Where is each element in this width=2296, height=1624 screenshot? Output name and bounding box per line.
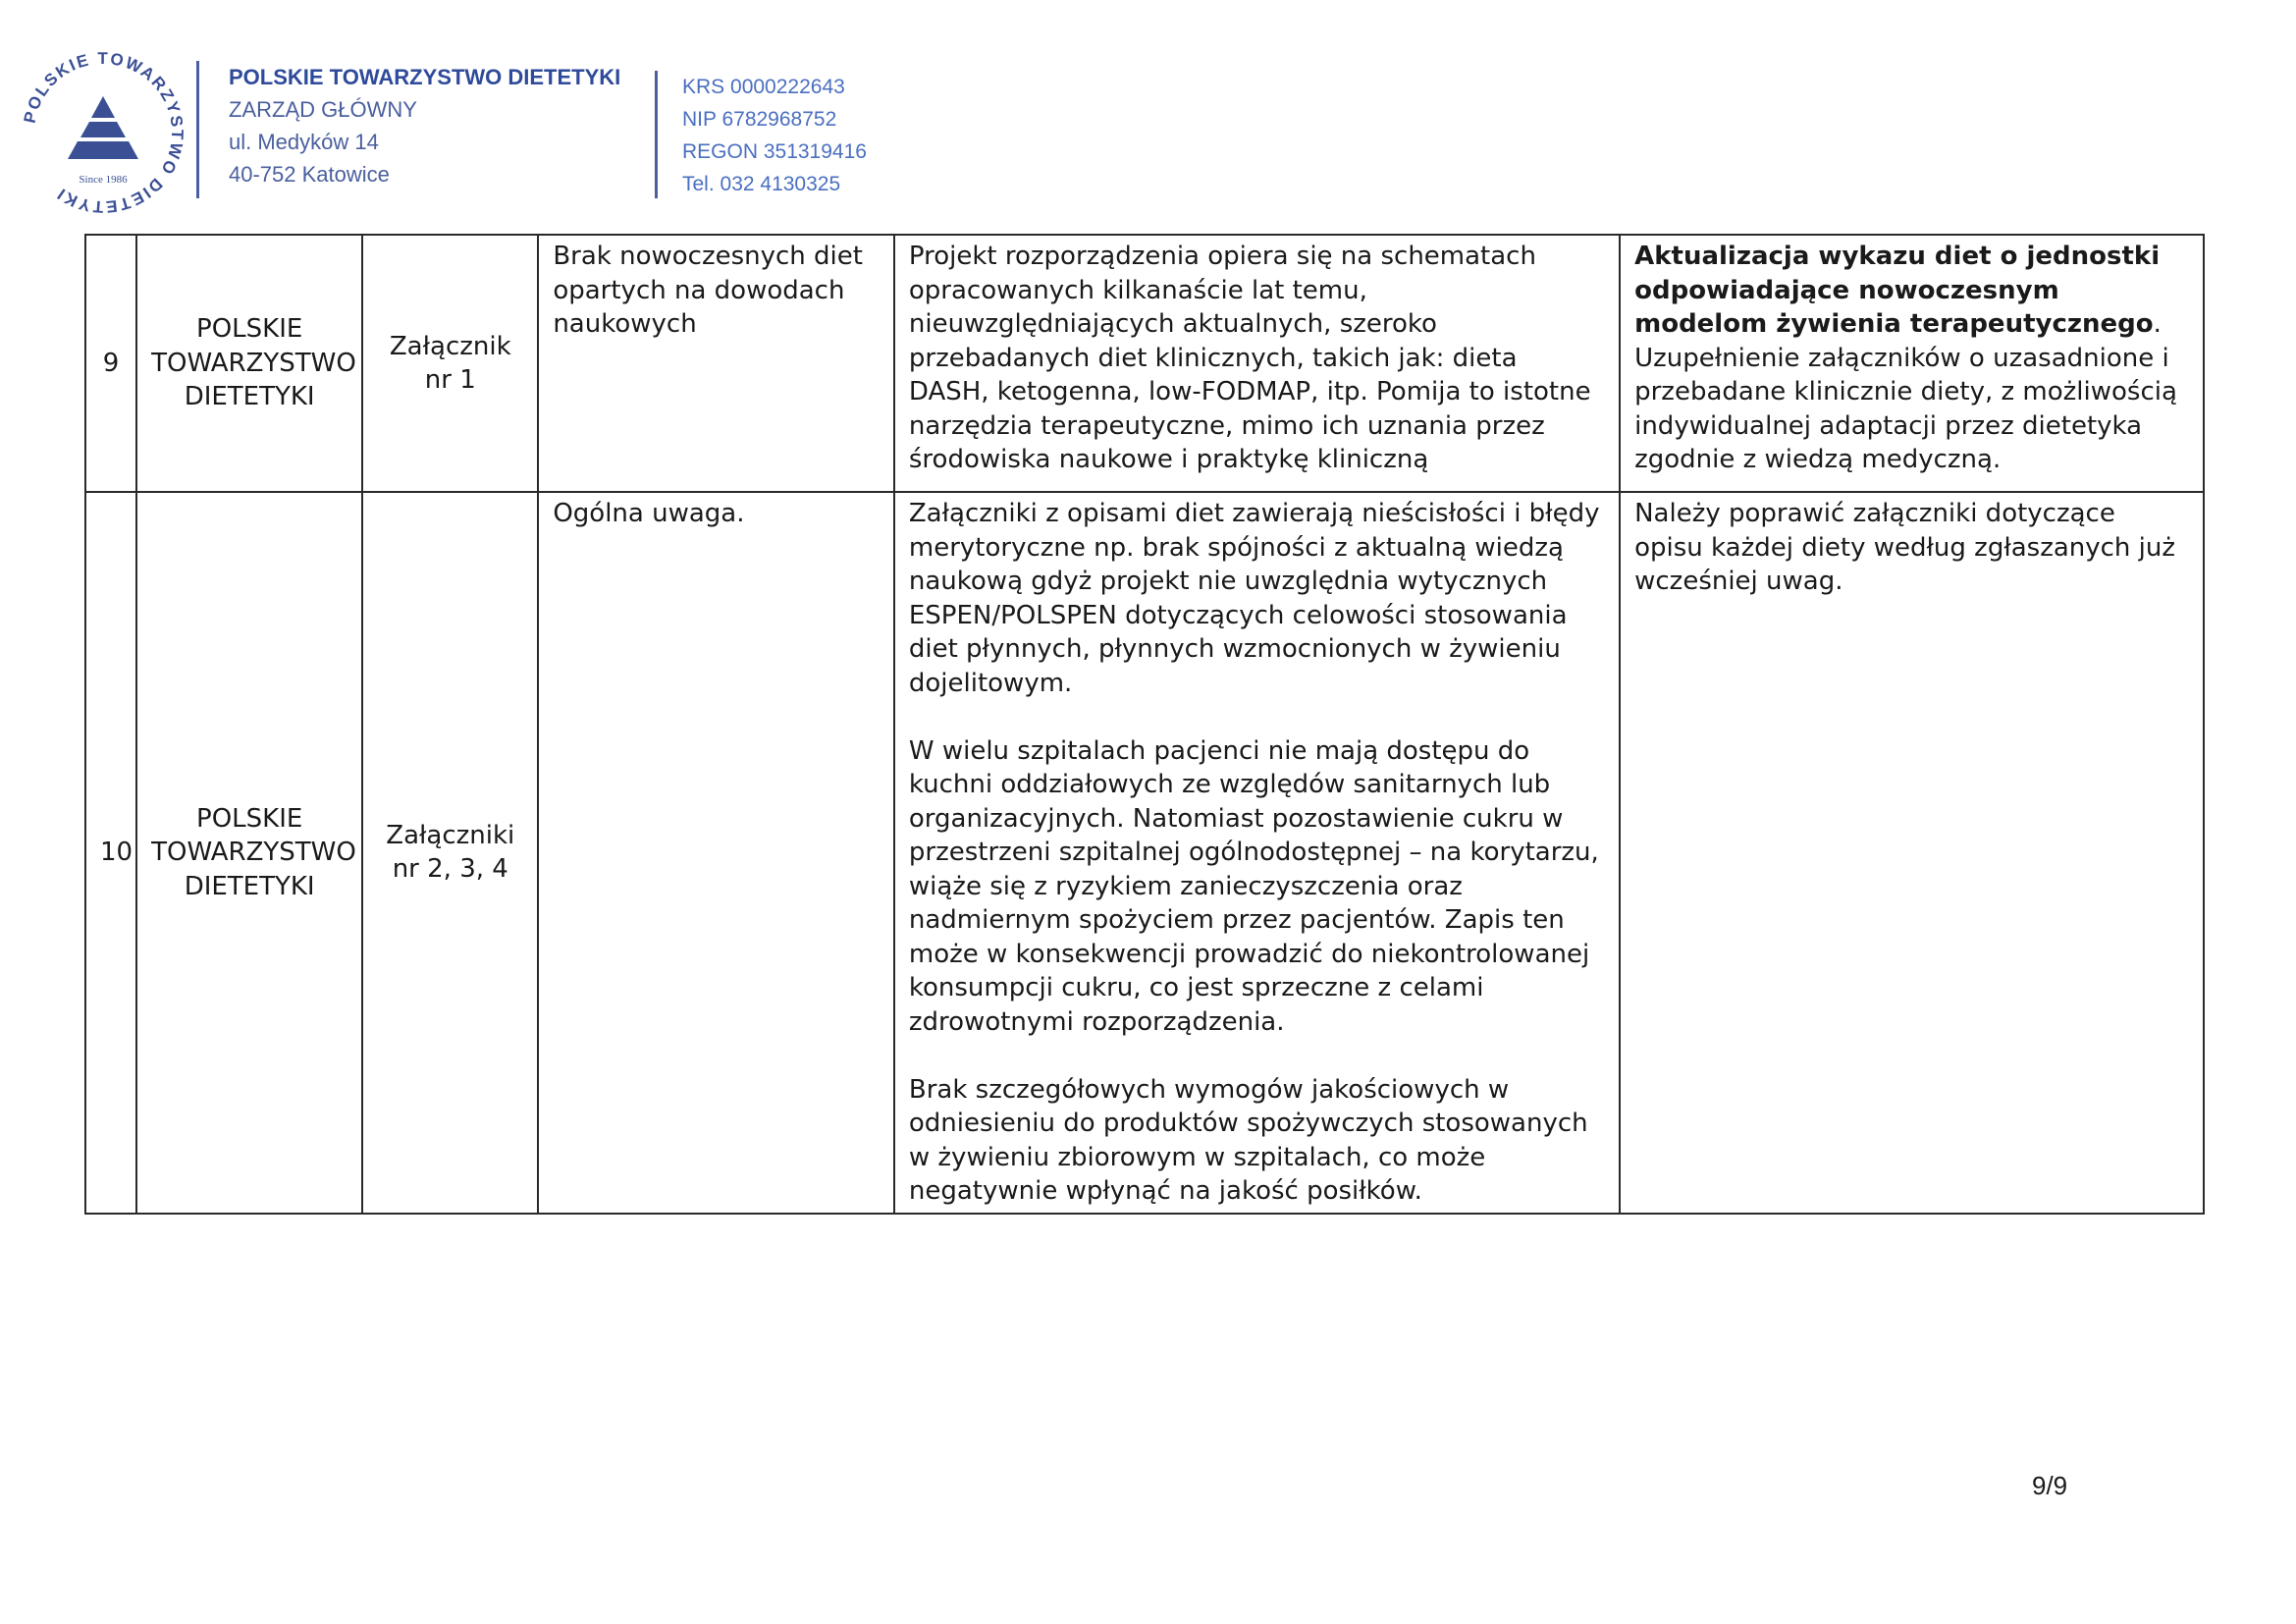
justification-paragraph: Załączniki z opisami diet zawierają nieścisłości i błędy merytoryczne np. brak spójności z aktualną wiedzą naukową gdyż projekt nie uwzględnia wytycznych ESPEN/POLSPEN dotyczących celowości stosowania diet płynnych, płynnych wzmocnionych w żywieniu dojelitowym. — [908, 499, 1600, 698]
row-attachment: Załączniki nr 2, 3, 4 — [362, 492, 538, 1214]
row-issue: Brak nowoczesnych diet opartych na dowodach naukowych — [538, 235, 894, 492]
row-proposal — [1620, 235, 2204, 492]
proposal-text: . Uzupełnienie załączników o uzasadnione i przebadane klinicznie diety, z możliwością indywidualnej adaptacji przez dietetyka zgodnie z wiedzą medyczną. — [1634, 309, 2177, 474]
justification-paragraph: Brak szczegółowych wymogów jakościowych w odniesieniu do produktów spożywczych stosowanych w żywieniu zbiorowym w szpitalach, co może negatywnie wpłynąć na jakość posiłków. — [908, 1074, 1588, 1206]
row-attachment: Załącznik nr 1 — [362, 235, 538, 492]
registration-info — [655, 71, 867, 198]
row-proposal: Należy poprawić załączniki dotyczące opisu każdej diety według zgłaszanych już wcześniej uwag. — [1620, 492, 2204, 1214]
row-number: 10 — [85, 492, 136, 1214]
svg-text:Since 1986: Since 1986 — [79, 174, 128, 186]
table-row — [85, 492, 2204, 1214]
organization-address — [196, 61, 620, 198]
city-address: 40-752 Katowice — [229, 162, 390, 187]
row-organization: POLSKIE TOWARZYSTWO DIETETYKI — [136, 492, 362, 1214]
phone-number: Tel. 032 4130325 — [682, 173, 841, 195]
proposal-bold-text: Aktualizacja wykazu diet o jednostki odpowiadające nowoczesnym modelom żywienia terapeutycznego — [1634, 242, 2161, 339]
comments-table — [84, 234, 2205, 1215]
board-label: ZARZĄD GŁÓWNY — [229, 97, 417, 122]
row-issue: Ogólna uwaga. — [538, 492, 894, 1214]
page-number: 9/9 — [2032, 1471, 2068, 1500]
table-row — [85, 235, 2204, 492]
row-justification — [894, 492, 1620, 1214]
organization-name: POLSKIE TOWARZYSTWO DIETETYKI — [229, 65, 621, 89]
justification-paragraph: W wielu szpitalach pacjenci nie mają dostępu do kuchni oddziałowych ze względów sanitarnych lub organizacyjnych. Natomiast pozostawienie cukru w przestrzeni szpitalnej ogólnodostępnej – na korytarzu, wiąże się z ryzykiem zanieczyszczenia oraz nadmiernym spożyciem przez pacjentów. Zapis ten może w konsekwencji prowadzić do niekontrolowanej konsumpcji cukru, co jest sprzeczne z celami zdrowotnymi rozporządzenia. — [908, 735, 1599, 1037]
row-organization: POLSKIE TOWARZYSTWO DIETETYKI — [136, 235, 362, 492]
organization-logo — [20, 49, 187, 216]
nip-number: NIP 6782968752 — [682, 108, 837, 131]
row-number: 9 — [85, 235, 136, 492]
svg-text:POLSKIE TOWARZYSTWO DIETETYKI: POLSKIE TOWARZYSTWO DIETETYKI — [20, 49, 187, 216]
regon-number: REGON 351319416 — [682, 140, 867, 163]
row-justification: Projekt rozporządzenia opiera się na schematach opracowanych kilkanaście lat temu, nieuwzględniających aktualnych, szeroko przebadanych diet klinicznych, takich jak: dieta DASH, ketogenna, low-FODMAP, itp. Pomija to istotne narzędzia terapeutyczne, mimo ich uznania przez środowiska naukowe i praktykę kliniczną — [894, 235, 1620, 492]
street-address: ul. Medyków 14 — [229, 130, 379, 154]
krs-number: KRS 0000222643 — [682, 76, 845, 98]
